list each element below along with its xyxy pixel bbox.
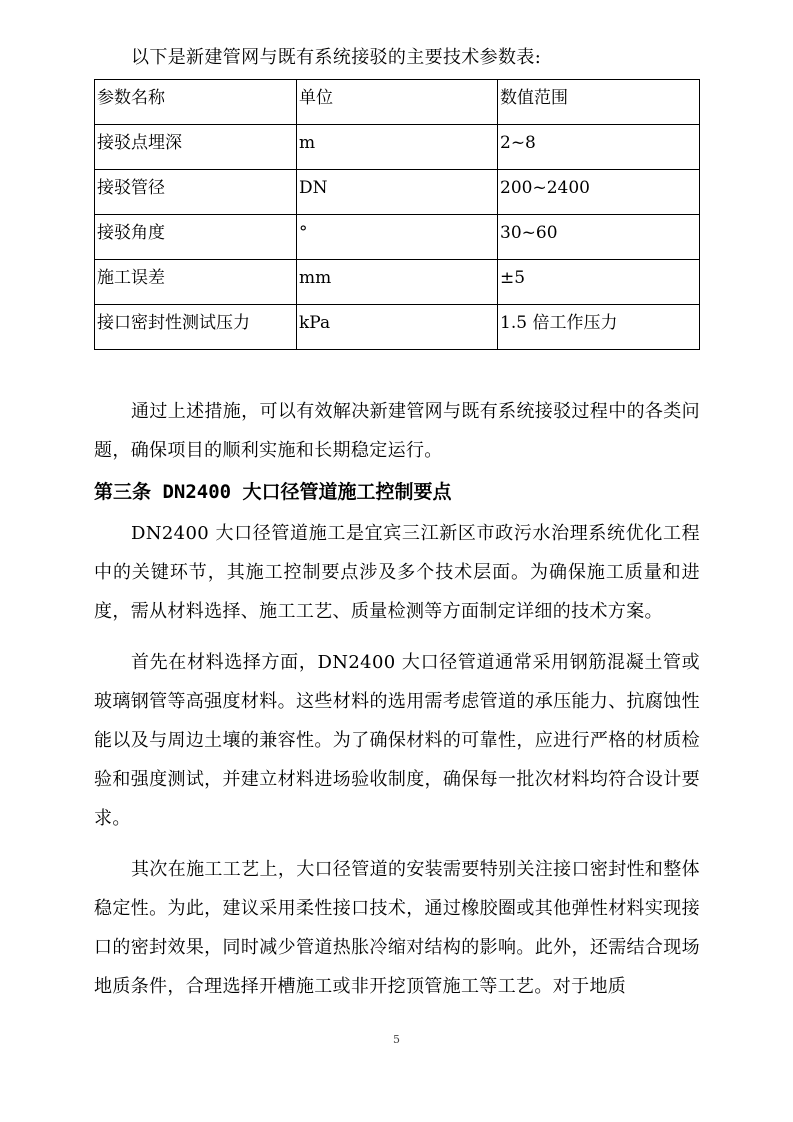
page-number: 5 xyxy=(393,1033,400,1046)
table-header-row xyxy=(95,80,700,125)
table-cell: ° xyxy=(297,215,498,260)
table-cell: 1.5 倍工作压力 xyxy=(498,305,700,350)
header-cell: 参数名称 xyxy=(95,80,297,125)
intro-text: 以下是新建管网与既有系统接驳的主要技术参数表: xyxy=(131,47,542,68)
section-heading: 第三条 DN2400 大口径管道施工控制要点 xyxy=(94,481,452,503)
table-cell: 30~60 xyxy=(498,215,700,260)
body-paragraph: 其次在施工工艺上，大口径管道的安装需要特别关注接口密封性和整体稳定性。为此，建议采用柔性接口技术，通过橡胶圈或其他弹性材料实现接口的密封效果，同时减少管道热胀冷缩对结构的影响。此外，还需结合现场地质条件，合理选择开槽施工或非开挖顶管施工等工艺。对于地质 xyxy=(94,859,700,997)
table-cell: 接驳点埋深 xyxy=(95,125,297,170)
summary-paragraph: 通过上述措施，可以有效解决新建管网与既有系统接驳过程中的各类问题，确保项目的顺利实施和长期稳定运行。 xyxy=(94,401,700,461)
table-cell: DN xyxy=(297,170,498,215)
table-cell: 接口密封性测试压力 xyxy=(95,305,297,350)
table-cell: 施工误差 xyxy=(95,260,297,305)
table-row xyxy=(95,260,700,305)
technical-parameters-table xyxy=(94,79,700,350)
header-cell: 单位 xyxy=(297,80,498,125)
table-row xyxy=(95,215,700,260)
table-cell: 2~8 xyxy=(498,125,700,170)
table-cell: m xyxy=(297,125,498,170)
table-cell: mm xyxy=(297,260,498,305)
table-row xyxy=(95,125,700,170)
table-cell: 接驳角度 xyxy=(95,215,297,260)
table-row xyxy=(95,170,700,215)
table-cell: ±5 xyxy=(498,260,700,305)
table-cell: 200~2400 xyxy=(498,170,700,215)
body-paragraph: DN2400 大口径管道施工是宜宾三江新区市政污水治理系统优化工程中的关键环节，其施工控制要点涉及多个技术层面。为确保施工质量和进度，需从材料选择、施工工艺、质量检测等方面制定详细的技术方案。 xyxy=(94,523,700,622)
table-row xyxy=(95,305,700,350)
body-paragraph: 首先在材料选择方面，DN2400 大口径管道通常采用钢筋混凝土管或玻璃钢管等高强度材料。这些材料的选用需考虑管道的承压能力、抗腐蚀性能以及与周边土壤的兼容性。为了确保材料的可靠性，应进行严格的材质检验和强度测试，并建立材料进场验收制度，确保每一批次材料均符合设计要求。 xyxy=(94,652,700,829)
header-cell: 数值范围 xyxy=(498,80,700,125)
table-cell: 接驳管径 xyxy=(95,170,297,215)
table-cell: kPa xyxy=(297,305,498,350)
